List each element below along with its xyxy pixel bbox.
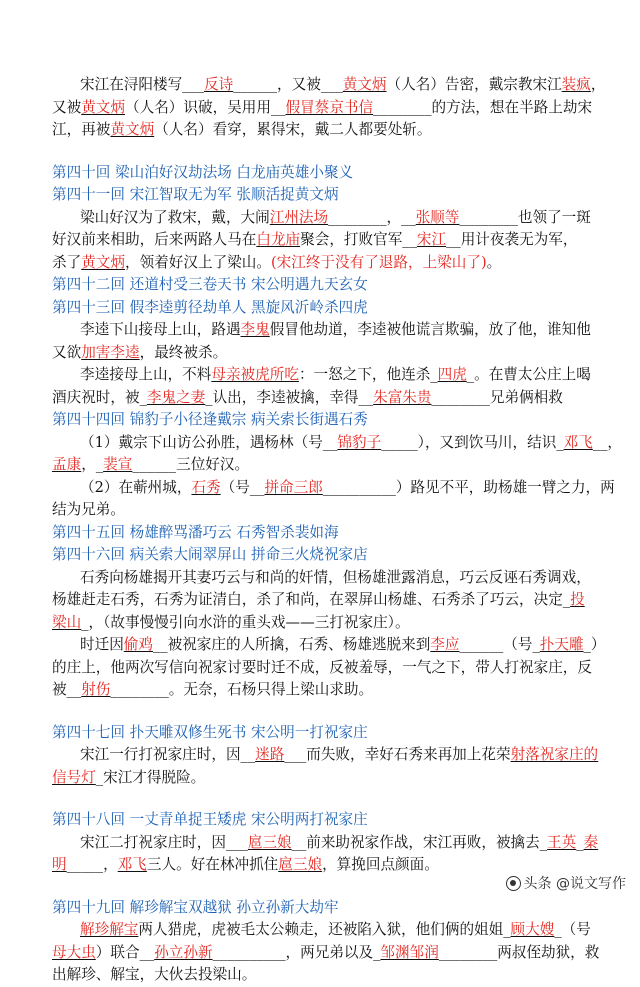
text-segment: 李逵下山接母上山，路遇 bbox=[80, 321, 241, 338]
text-segment: 的庄上，他两次写信向祝家讨要时迁不成，反被羞辱，一气之下，带人打祝家庄，反 bbox=[52, 658, 592, 676]
chapter-title: 第四十四回 锦豹子小径逢戴宗 病关索长街遇石秀 bbox=[52, 411, 368, 428]
chapter-title: 第四十一回 宋江智取无为军 张顺活捉黄文炳 bbox=[52, 186, 339, 203]
answer-blank: 迷路 bbox=[255, 746, 285, 763]
answer-blank: 射落祝家庄的 bbox=[510, 746, 599, 763]
text-segment: ______，又被 bbox=[233, 76, 321, 93]
answer-blank: 反诗 bbox=[204, 76, 234, 93]
chapter-title: 第四十九回 解珍解宝双越狱 孙立孙新大劫牢 bbox=[52, 898, 339, 916]
text-segment: （2）在蕲州城， bbox=[80, 478, 192, 496]
text-segment: 被 bbox=[52, 681, 67, 698]
text-segment: 杀了 bbox=[52, 253, 82, 271]
toutiao-logo-icon bbox=[506, 876, 521, 891]
text-segment: ___而失败，幸好石秀来再加上花荣 bbox=[284, 746, 511, 763]
text-segment: 梁山好汉为了救宋，戴，大闹 bbox=[80, 208, 270, 226]
text-segment: ，领着好汉上了梁山。 bbox=[125, 253, 271, 271]
text-segment: _。在曹太公庄上喝 bbox=[466, 366, 591, 383]
answer-blank: 偷鸡 bbox=[123, 636, 153, 653]
text-line bbox=[52, 252, 612, 275]
answer-blank: 孙立孙新 bbox=[154, 943, 213, 961]
answer-blank: 李鬼之妻 bbox=[146, 388, 206, 406]
red-note: (宋江终于没有了退路，上梁山了) bbox=[270, 253, 487, 271]
text-line bbox=[52, 942, 612, 965]
document-body bbox=[52, 74, 623, 987]
text-segment: ________两叔侄劫狱，救 bbox=[438, 943, 600, 961]
text-segment: 结为兄弟。 bbox=[52, 501, 125, 518]
text-segment: _ bbox=[576, 833, 584, 851]
answer-blank: 李鬼 bbox=[240, 321, 270, 338]
text-segment: 杨雄赶走石秀，石秀为证清白，杀了和尚，在翠屏山杨雄、石秀杀了巧云，决定 bbox=[52, 591, 563, 608]
answer-blank: 母大虫 bbox=[52, 943, 96, 961]
text-segment: __ bbox=[401, 208, 416, 226]
text-segment: __ bbox=[66, 681, 82, 698]
answer-blank: 解珍解宝 bbox=[80, 921, 139, 938]
answer-blank: 王英 bbox=[547, 833, 577, 851]
paragraph bbox=[52, 744, 612, 789]
text-line bbox=[52, 97, 612, 120]
text-segment: _____），又到饮马川，结识 bbox=[381, 433, 557, 451]
text-segment: 江，再被 bbox=[52, 121, 111, 138]
text-segment: 。 bbox=[486, 253, 502, 271]
text-segment: 又欲 bbox=[52, 343, 82, 361]
answer-blank: 投 bbox=[570, 591, 585, 608]
paragraph bbox=[52, 74, 612, 142]
text-segment: _____， bbox=[66, 856, 118, 873]
text-segment: __________，两兄弟以及 bbox=[212, 943, 374, 961]
answer-blank: 假冒蔡京书信 bbox=[285, 98, 374, 116]
answer-blank: 邓飞 bbox=[117, 856, 147, 873]
answer-blank: 张顺等 bbox=[415, 208, 460, 226]
chapter-title: 第四十三回 假李逵剪径劫单人 黑旋风沂岭杀四虎 bbox=[52, 298, 368, 316]
watermark-text: 头条 @说文写作 bbox=[523, 876, 626, 892]
answer-blank: 裴宣 bbox=[103, 456, 133, 473]
text-segment: ________， bbox=[328, 208, 402, 226]
text-segment: _ bbox=[562, 591, 571, 608]
text-segment: 两人猎虎，虎被毛太公赖走，还被陷入狱，他们俩的姐姐 bbox=[138, 921, 504, 938]
text-line bbox=[52, 207, 612, 230]
answer-blank: 宋江 bbox=[416, 231, 447, 248]
text-line bbox=[52, 767, 612, 790]
spacer bbox=[52, 702, 612, 722]
text-segment: ___ bbox=[225, 833, 248, 851]
text-segment: __ bbox=[322, 433, 338, 451]
chapter-title: 第四十回 梁山泊好汉劫法场 白龙庙英雄小聚义 bbox=[52, 163, 354, 181]
answer-blank: 邓飞 bbox=[563, 433, 593, 451]
text-segment: __用计夜袭无为军， bbox=[446, 231, 578, 248]
text-line bbox=[52, 832, 612, 855]
text-segment: __被祝家庄的人所擒，石秀、杨雄逃脱来到 bbox=[153, 636, 431, 653]
chapter-title: 第四十七回 扑天雕双修生死书 宋公明一打祝家庄 bbox=[52, 723, 368, 741]
answer-blank: 拼命三郎 bbox=[264, 478, 323, 496]
answer-blank: 邹渊邹润 bbox=[380, 943, 439, 961]
text-line bbox=[52, 612, 612, 635]
text-segment: __ bbox=[358, 388, 374, 406]
text-segment: _宋江才得脱险。 bbox=[95, 768, 206, 786]
text-line bbox=[52, 342, 612, 365]
answer-blank: 装疯 bbox=[561, 76, 591, 93]
spacer bbox=[52, 789, 612, 809]
text-line bbox=[52, 679, 612, 702]
text-line bbox=[52, 319, 612, 342]
text-segment: _ bbox=[532, 636, 540, 653]
text-line bbox=[52, 499, 612, 522]
watermark bbox=[506, 873, 626, 893]
answer-blank: 锦豹子 bbox=[337, 433, 382, 451]
text-line bbox=[52, 229, 612, 252]
spacer bbox=[52, 142, 612, 162]
text-line bbox=[52, 454, 612, 477]
text-segment: __ bbox=[139, 943, 155, 961]
text-segment: （人名）看穿，累得宋，戴二人都要处斩。 bbox=[154, 121, 432, 138]
answer-blank: 黄文炳 bbox=[110, 121, 155, 138]
text-line bbox=[52, 589, 612, 612]
answer-blank: 黄文炳 bbox=[342, 76, 387, 93]
text-segment: __ bbox=[240, 746, 256, 763]
paragraph bbox=[52, 207, 612, 275]
text-segment: 酒庆祝时，被 bbox=[52, 388, 140, 406]
chapter-title: 第四十八回 一丈青单捉王矮虎 宋公明两打祝家庄 bbox=[52, 811, 368, 828]
answer-blank: 朱富朱贵 bbox=[373, 388, 432, 406]
text-line bbox=[52, 119, 612, 142]
text-segment: _ bbox=[139, 388, 147, 406]
answer-blank: 顾大嫂 bbox=[510, 921, 555, 938]
paragraph bbox=[52, 567, 612, 702]
text-segment: ， bbox=[81, 456, 96, 473]
text-segment: 宋江二打祝家庄时，因 bbox=[80, 833, 226, 851]
text-line bbox=[52, 964, 612, 987]
text-line bbox=[52, 477, 615, 500]
answer-blank: 扈三娘 bbox=[278, 856, 323, 873]
text-segment: __ bbox=[270, 98, 286, 116]
text-segment: __ bbox=[249, 478, 265, 496]
text-line bbox=[52, 919, 612, 942]
text-segment: （人名）告密，戴宗教宋江 bbox=[386, 76, 562, 93]
chapter-title: 第四十二回 还道村受三卷天书 宋公明遇九天玄女 bbox=[52, 276, 368, 293]
text-line bbox=[52, 657, 612, 680]
chapter-title: 第四十六回 病关索大闹翠屏山 拼命三火烧祝家店 bbox=[52, 546, 368, 563]
text-line bbox=[52, 364, 612, 387]
text-segment: 宋江在浔阳楼写 bbox=[80, 76, 183, 93]
text-segment: 三人。好在林冲抓住 bbox=[146, 856, 279, 873]
chapter-title: 第四十五回 杨雄醉骂潘巧云 石秀智杀裴如海 bbox=[52, 523, 339, 541]
text-segment: _） bbox=[583, 636, 606, 653]
text-segment: _，（故事慢慢引向水浒的重头戏——三打祝家庄）。 bbox=[81, 613, 410, 631]
text-segment: ______（号 bbox=[459, 636, 533, 653]
paragraph bbox=[52, 319, 612, 409]
text-segment: ，最终被杀。 bbox=[139, 343, 228, 361]
answer-blank: 孟康 bbox=[52, 456, 82, 473]
answer-blank: 射伤 bbox=[81, 681, 111, 698]
text-segment: ___ bbox=[320, 76, 343, 93]
answer-blank: 秦 bbox=[583, 833, 599, 851]
answer-blank: 白龙庙 bbox=[256, 231, 301, 248]
answer-blank: 扈三娘 bbox=[247, 833, 292, 851]
text-segment: ________也领了一斑 bbox=[459, 208, 591, 226]
text-line bbox=[52, 74, 612, 97]
text-segment: _ bbox=[503, 921, 511, 938]
paragraph bbox=[52, 832, 612, 877]
text-segment: （1）戴宗下山访公孙胜，遇杨林（号 bbox=[80, 433, 323, 451]
text-segment: ， bbox=[590, 76, 606, 93]
text-segment: 出解珍、解宝，大伙去投梁山。 bbox=[52, 966, 257, 983]
text-segment: _ bbox=[556, 433, 564, 451]
text-segment: ___ bbox=[182, 76, 205, 93]
answer-blank: 母亲被虎所吃 bbox=[211, 366, 299, 383]
text-segment: _认出，李逵被擒，幸得 bbox=[205, 388, 359, 406]
text-line bbox=[52, 567, 612, 590]
answer-blank: 石秀 bbox=[191, 478, 221, 496]
text-segment: 又被 bbox=[52, 98, 82, 116]
answer-blank: 明 bbox=[52, 856, 67, 873]
text-segment: 时迁因 bbox=[80, 636, 124, 653]
text-segment: ________的方法，想在半路上劫宋 bbox=[373, 98, 593, 116]
answer-blank: 信号灯 bbox=[52, 768, 96, 786]
text-segment: __________）路见不平，助杨雄一臂之力，两 bbox=[322, 478, 615, 496]
text-segment: ________。无奈，石杨只得上梁山求助。 bbox=[110, 681, 374, 698]
text-line bbox=[52, 744, 612, 767]
paragraph bbox=[52, 919, 612, 987]
text-segment: （号 bbox=[220, 478, 250, 496]
text-segment: __ bbox=[402, 231, 417, 248]
text-segment: 聚会，打败官军 bbox=[300, 231, 403, 248]
text-segment: 好汉前来相助，后来两路人马在 bbox=[52, 231, 257, 248]
answer-blank: 四虎 bbox=[437, 366, 467, 383]
text-segment: __前来助祝家作战，宋江再败，被擒去 bbox=[291, 833, 540, 851]
text-segment: 假冒他劫道，李逵被他谎言欺骗，放了他，谁知他 bbox=[269, 321, 591, 338]
answer-blank: 李应 bbox=[430, 636, 460, 653]
text-line bbox=[52, 432, 623, 455]
paragraph bbox=[52, 432, 623, 522]
text-segment: _ bbox=[430, 366, 438, 383]
answer-blank: 加害李逵 bbox=[81, 343, 140, 361]
text-segment: ________兄弟俩相救 bbox=[431, 388, 563, 406]
text-segment: ）联合 bbox=[95, 943, 140, 961]
text-segment: _ bbox=[95, 456, 104, 473]
answer-blank: 扑天雕 bbox=[539, 636, 584, 653]
text-line bbox=[52, 387, 612, 410]
text-segment: _（号 bbox=[554, 921, 591, 938]
text-line bbox=[52, 634, 612, 657]
answer-blank: 黄文炳 bbox=[81, 98, 125, 116]
text-segment: _ bbox=[539, 833, 548, 851]
text-segment: 石秀向杨雄揭开其妻巧云与和尚的奸情，但杨雄泄露消息，巧云反诬石秀调戏， bbox=[80, 568, 591, 586]
text-segment: ，算挽回点颜面。 bbox=[322, 856, 439, 873]
text-segment: _ bbox=[373, 943, 381, 961]
text-segment: （人名）识破，吴用用 bbox=[125, 98, 271, 116]
text-segment: __， bbox=[592, 433, 623, 451]
answer-blank: 黄文炳 bbox=[81, 253, 125, 271]
text-segment: 宋江一行打祝家庄时，因 bbox=[80, 746, 241, 763]
text-segment: ：一怒之下，他连杀 bbox=[298, 366, 431, 383]
text-segment: ______三位好汉。 bbox=[132, 456, 250, 473]
answer-blank: 梁山 bbox=[52, 613, 82, 631]
text-segment: 李逵接母上山，不料 bbox=[80, 366, 212, 383]
answer-blank: 江州法场 bbox=[269, 208, 329, 226]
